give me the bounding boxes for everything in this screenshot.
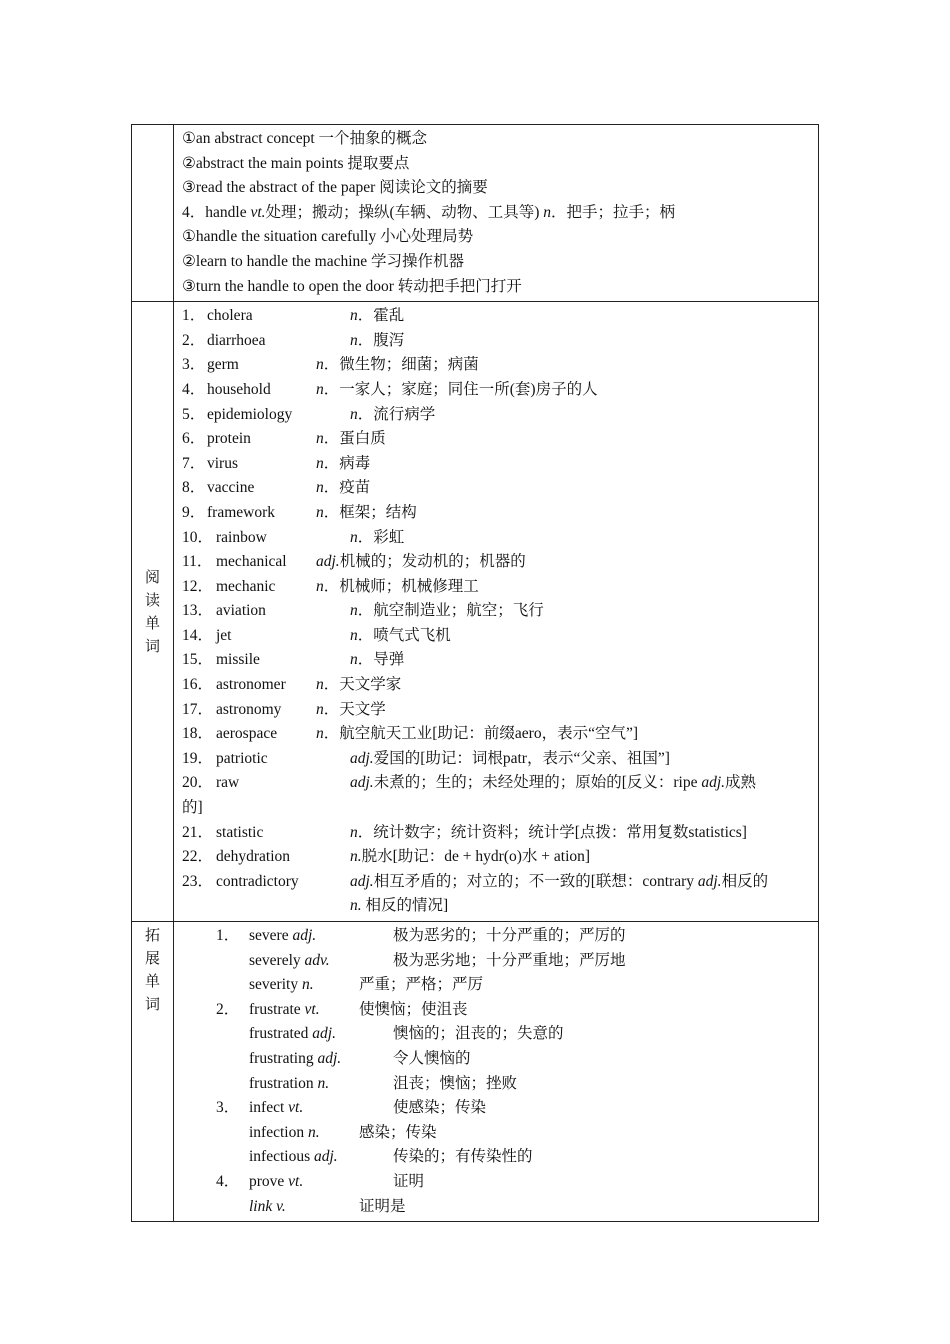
word-entry xyxy=(182,403,812,428)
word-english: frustrating adj. xyxy=(249,1049,342,1067)
word-definition: n．腹泻 xyxy=(350,331,405,349)
group-number: 3． xyxy=(216,1099,240,1117)
group-number: 2． xyxy=(216,1000,240,1018)
word-entry xyxy=(182,698,812,723)
word-english: vaccine xyxy=(207,479,255,497)
word-number: 12． xyxy=(182,577,214,595)
example-line: ③turn the handle to open the door 转动把手把门打开 xyxy=(182,277,522,295)
handle-entry: 4．handle vt.处理；搬动；操纵(车辆、动物、工具等) n．把手；拉手；柄 xyxy=(182,203,675,221)
word-definition: adj.机械的；发动机的；机器的 xyxy=(316,553,526,571)
word-entry xyxy=(182,353,812,378)
word-english: mechanic xyxy=(216,577,276,595)
word-definition: n．航空制造业；航空；飞行 xyxy=(350,602,544,620)
word-definition: n．彩虹 xyxy=(350,528,405,546)
word-entry-contradictory-cont: n. 相反的情况] xyxy=(350,897,449,915)
word-english: frustrate vt. xyxy=(249,1000,320,1018)
section-label-char: 单 xyxy=(144,613,160,632)
word-english: jet xyxy=(216,626,232,644)
word-english: frustration n. xyxy=(249,1074,330,1092)
section-label-char: 读 xyxy=(144,590,160,609)
word-definition: 极为恶劣地；十分严重地；严厉地 xyxy=(393,951,626,969)
word-english: frustrated adj. xyxy=(249,1025,336,1043)
word-english: diarrhoea xyxy=(207,331,266,349)
word-english: missile xyxy=(216,651,260,669)
extended-entry xyxy=(182,1047,812,1072)
word-english: protein xyxy=(207,430,251,448)
example-line: ②learn to handle the machine 学习操作机器 xyxy=(182,252,465,270)
top-content-cell xyxy=(174,125,819,302)
section-label-char: 阅 xyxy=(144,567,160,586)
word-definition: 极为恶劣的；十分严重的；严厉的 xyxy=(393,927,626,944)
word-entry xyxy=(182,329,812,354)
word-number: 15． xyxy=(182,651,214,669)
word-number: 7． xyxy=(182,454,206,472)
word-entry xyxy=(182,599,812,624)
word-definition: n．病毒 xyxy=(316,454,371,472)
word-number: 4． xyxy=(182,380,206,398)
word-number: 8． xyxy=(182,479,206,497)
word-english: rainbow xyxy=(216,528,267,546)
word-english: infection n. xyxy=(249,1123,320,1141)
word-number: 16． xyxy=(182,676,214,694)
word-english: aviation xyxy=(216,602,266,620)
word-english: mechanical xyxy=(216,553,287,571)
word-english: severity n. xyxy=(249,976,314,994)
word-number: 10． xyxy=(182,528,214,546)
example-line: ②abstract the main points 提取要点 xyxy=(182,154,410,172)
extended-entry xyxy=(182,1072,812,1097)
word-number: 9． xyxy=(182,503,206,521)
word-english: infectious adj. xyxy=(249,1148,338,1166)
word-entry xyxy=(182,452,812,477)
word-entry xyxy=(182,722,812,747)
word-entry-raw-cont: 的] xyxy=(182,799,203,817)
top-label-cell xyxy=(132,125,174,302)
word-number: 21． xyxy=(182,823,214,841)
word-definition: 感染；传染 xyxy=(359,1123,437,1141)
word-english: severe adj. xyxy=(249,927,317,944)
reading-label-cell xyxy=(132,302,174,922)
word-english: severely adv. xyxy=(249,951,330,969)
word-definition: 严重；严格；严厉 xyxy=(359,976,484,994)
reading-content-cell xyxy=(174,302,819,922)
word-english: epidemiology xyxy=(207,405,293,423)
extended-entry xyxy=(182,949,812,974)
word-entry xyxy=(182,304,812,329)
word-definition: n．一家人；家庭；同住一所(套)房子的人 xyxy=(316,380,598,398)
extended-entry xyxy=(182,1170,812,1195)
word-entry xyxy=(182,673,812,698)
extended-entry xyxy=(182,924,812,949)
reading-word-list-2 xyxy=(182,821,812,870)
word-english: patriotic xyxy=(216,749,268,767)
extended-entry xyxy=(182,973,812,998)
example-line: ①handle the situation carefully 小心处理局势 xyxy=(182,228,474,246)
word-english: cholera xyxy=(207,307,253,325)
word-english: prove vt. xyxy=(249,1172,304,1190)
reading-word-list xyxy=(182,304,812,771)
word-definition: 懊恼的；沮丧的；失意的 xyxy=(393,1025,564,1043)
word-english: germ xyxy=(207,356,239,374)
word-entry xyxy=(182,575,812,600)
word-english: dehydration xyxy=(216,848,291,866)
word-definition: n．喷气式飞机 xyxy=(350,626,451,644)
extended-label-cell xyxy=(132,922,174,1222)
word-number: 22． xyxy=(182,848,214,866)
word-entry xyxy=(182,501,812,526)
word-number: 19． xyxy=(182,749,214,767)
word-entry xyxy=(182,624,812,649)
word-entry xyxy=(182,378,812,403)
word-entry xyxy=(182,821,812,846)
word-entry xyxy=(182,550,812,575)
word-number: 17． xyxy=(182,700,214,718)
word-number: 6． xyxy=(182,430,206,448)
vocab-table xyxy=(131,124,819,1222)
section-label-char: 单 xyxy=(144,972,160,990)
word-entry-raw: 20． raw adj.未煮的；生的；未经处理的；原始的[反义：ripe adj.成熟 xyxy=(182,774,757,792)
extended-entry xyxy=(182,1022,812,1047)
word-definition: n．航空航天工业[助记：前缀aero，表示“空气”] xyxy=(316,725,639,743)
word-definition: n.脱水[助记：de + hydr(o)水 + ation] xyxy=(350,848,591,866)
word-english: aerospace xyxy=(216,725,278,743)
word-english: framework xyxy=(207,503,275,521)
word-english: astronomer xyxy=(216,676,286,694)
extended-word-list xyxy=(182,924,812,1219)
word-number: 14． xyxy=(182,626,214,644)
word-definition: 证明 xyxy=(393,1172,425,1190)
reading-section-row xyxy=(132,302,819,922)
word-definition: 使懊恼；使沮丧 xyxy=(359,1000,468,1018)
extended-entry xyxy=(182,1145,812,1170)
word-definition: n．机械师；机械修理工 xyxy=(316,577,479,595)
word-definition: n．统计数字；统计资料；统计学[点拨：常用复数statistics] xyxy=(350,823,747,841)
example-line: ③read the abstract of the paper 阅读论文的摘要 xyxy=(182,179,488,197)
word-definition: 令人懊恼的 xyxy=(393,1049,471,1067)
word-entry xyxy=(182,427,812,452)
group-number: 1． xyxy=(216,927,240,944)
word-definition: n．霍乱 xyxy=(350,307,405,325)
example-line: ①an abstract concept 一个抽象的概念 xyxy=(182,130,428,147)
extended-entry xyxy=(182,998,812,1023)
word-english: link v. xyxy=(249,1197,286,1215)
word-definition: n．疫苗 xyxy=(316,479,371,497)
word-english: astronomy xyxy=(216,700,282,718)
top-section-row xyxy=(132,125,819,302)
word-definition: n．流行病学 xyxy=(350,405,436,423)
word-number: 11． xyxy=(182,553,213,571)
section-label-char: 词 xyxy=(144,636,160,655)
word-english: virus xyxy=(207,454,238,472)
word-definition: n．框架；结构 xyxy=(316,503,417,521)
word-definition: 证明是 xyxy=(359,1197,406,1215)
extended-entry xyxy=(182,1195,812,1220)
word-number: 3． xyxy=(182,356,206,374)
word-english: household xyxy=(207,380,271,398)
section-label-char: 拓 xyxy=(144,926,160,944)
word-number: 1． xyxy=(182,307,206,325)
word-number: 2． xyxy=(182,331,206,349)
word-english: infect vt. xyxy=(249,1099,304,1117)
word-definition: 传染的；有传染性的 xyxy=(393,1148,533,1166)
word-definition: 使感染；传染 xyxy=(393,1099,487,1117)
word-definition: adj.爱国的[助记：词根patr，表示“父亲、祖国”] xyxy=(350,749,670,767)
word-number: 5． xyxy=(182,405,206,423)
word-definition: n．天文学家 xyxy=(316,676,402,694)
word-english: statistic xyxy=(216,823,264,841)
section-label-char: 展 xyxy=(144,949,160,967)
word-entry xyxy=(182,526,812,551)
word-entry xyxy=(182,845,812,870)
word-definition: n．微生物；细菌；病菌 xyxy=(316,356,479,374)
extended-section-row xyxy=(132,922,819,1222)
word-number: 13． xyxy=(182,602,214,620)
section-label-char: 词 xyxy=(144,995,160,1013)
word-definition: 沮丧；懊恼；挫败 xyxy=(393,1074,518,1092)
word-entry-contradictory: 23． contradictory adj.相互矛盾的；对立的；不一致的[联想：contrary adj.相反的 xyxy=(182,872,769,890)
word-entry xyxy=(182,747,812,772)
word-entry xyxy=(182,648,812,673)
word-definition: n．导弹 xyxy=(350,651,405,669)
word-definition: n．蛋白质 xyxy=(316,430,386,448)
word-definition: n．天文学 xyxy=(316,700,386,718)
extended-entry xyxy=(182,1096,812,1121)
extended-content-cell xyxy=(174,922,819,1222)
group-number: 4． xyxy=(216,1172,240,1190)
word-entry xyxy=(182,476,812,501)
extended-entry xyxy=(182,1121,812,1146)
word-number: 18． xyxy=(182,725,214,743)
